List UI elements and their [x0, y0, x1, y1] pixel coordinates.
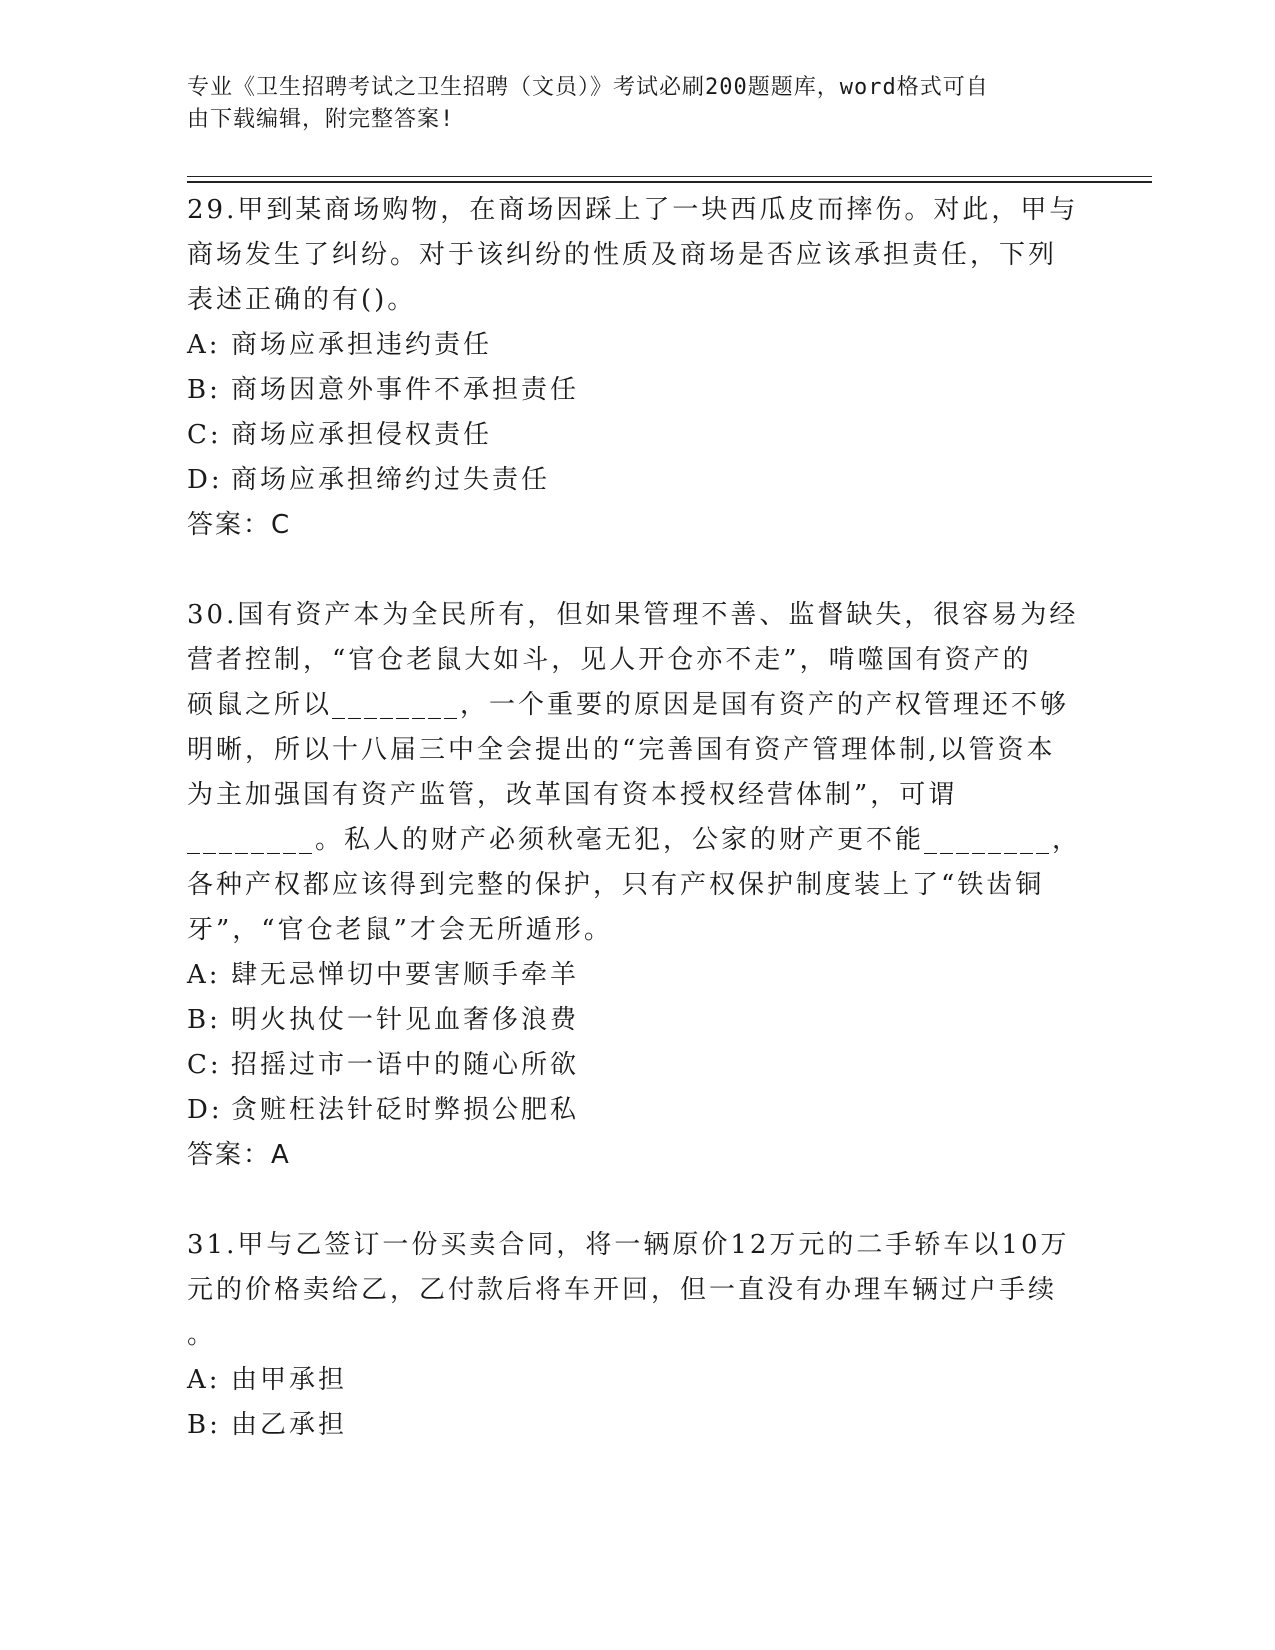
- question-stem-line: 。: [187, 1320, 217, 1350]
- question-stem-line: 30.国有资产本为全民所有，但如果管理不善、监督缺失，很容易为经: [187, 600, 1079, 630]
- option-text: 肆无忌惮切中要害顺手牵羊: [231, 960, 580, 990]
- document-header: [187, 72, 1087, 136]
- option-letter: B:: [187, 1005, 221, 1035]
- option-a: [187, 323, 1087, 368]
- header-divider-thick: [187, 181, 1152, 183]
- option-text: 商场应承担侵权责任: [231, 420, 493, 450]
- option-d: [187, 458, 1087, 503]
- option-a: [187, 1358, 1087, 1403]
- question-stem-line: 元的价格卖给乙，乙付款后将车开回，但一直没有办理车辆过户手续: [187, 1275, 1058, 1305]
- question-29: [187, 188, 1087, 548]
- option-letter: B:: [187, 1410, 221, 1440]
- option-c: [187, 1043, 1087, 1088]
- answer-line: 答案：C: [187, 510, 292, 540]
- option-letter: D:: [187, 1095, 223, 1125]
- option-letter: A:: [187, 1365, 221, 1395]
- option-letter: C:: [187, 420, 222, 450]
- header-divider-thin: [187, 176, 1152, 177]
- option-b: [187, 368, 1087, 413]
- question-stem-line: 31.甲与乙签订一份买卖合同，将一辆原价12万元的二手轿车以10万: [187, 1230, 1070, 1260]
- question-stem-line: ________。私人的财产必须秋毫无犯，公家的财产更不能________，: [187, 825, 1082, 855]
- option-b: [187, 1403, 1087, 1448]
- question-spacer: [187, 548, 1087, 593]
- option-letter: D:: [187, 465, 223, 495]
- option-text: 商场应承担缔约过失责任: [231, 465, 551, 495]
- option-text: 由甲承担: [231, 1365, 348, 1395]
- question-stem-line: 29.甲到某商场购物，在商场因踩上了一块西瓜皮而摔伤。对此，甲与: [187, 195, 1079, 225]
- option-text: 贪赃枉法针砭时弊损公肥私: [231, 1095, 580, 1125]
- question-stem-line: 明晰，所以十八届三中全会提出的“完善国有资产管理体制,以管资本: [187, 735, 1056, 765]
- question-list: [187, 188, 1087, 1448]
- question-stem-line: 商场发生了纠纷。对于该纠纷的性质及商场是否应该承担责任，下列: [187, 240, 1058, 270]
- option-letter: A:: [187, 960, 221, 990]
- option-letter: B:: [187, 375, 221, 405]
- question-spacer: [187, 1178, 1087, 1223]
- header-line-1: 专业《卫生招聘考试之卫生招聘（文员）》考试必刷200题题库，word格式可自: [187, 75, 989, 100]
- question-stem-line: 营者控制，“官仓老鼠大如斗，见人开仓亦不走”，啃噬国有资产的: [187, 645, 1032, 675]
- option-letter: A:: [187, 330, 221, 360]
- question-stem-line: 各种产权都应该得到完整的保护，只有产权保护制度装上了“铁齿铜: [187, 870, 1045, 900]
- option-letter: C:: [187, 1050, 222, 1080]
- option-text: 由乙承担: [231, 1410, 348, 1440]
- question-stem-line: 为主加强国有资产监管，改革国有资本授权经营体制”，可谓: [187, 780, 958, 810]
- option-text: 招摇过市一语中的随心所欲: [231, 1050, 580, 1080]
- option-text: 明火执仗一针见血奢侈浪费: [231, 1005, 580, 1035]
- answer-line: 答案：A: [187, 1140, 291, 1170]
- question-30: [187, 593, 1087, 1178]
- question-31: [187, 1223, 1087, 1448]
- option-c: [187, 413, 1087, 458]
- option-text: 商场因意外事件不承担责任: [231, 375, 580, 405]
- question-stem-line: 硕鼠之所以________，一个重要的原因是国有资产的产权管理还不够: [187, 690, 1070, 720]
- option-a: [187, 953, 1087, 998]
- question-stem-line: 牙”，“官仓老鼠”才会无所遁形。: [187, 915, 613, 945]
- option-b: [187, 998, 1087, 1043]
- question-stem-line: 表述正确的有()。: [187, 285, 417, 315]
- option-d: [187, 1088, 1087, 1133]
- header-line-2: 由下载编辑，附完整答案!: [187, 107, 455, 132]
- option-text: 商场应承担违约责任: [231, 330, 493, 360]
